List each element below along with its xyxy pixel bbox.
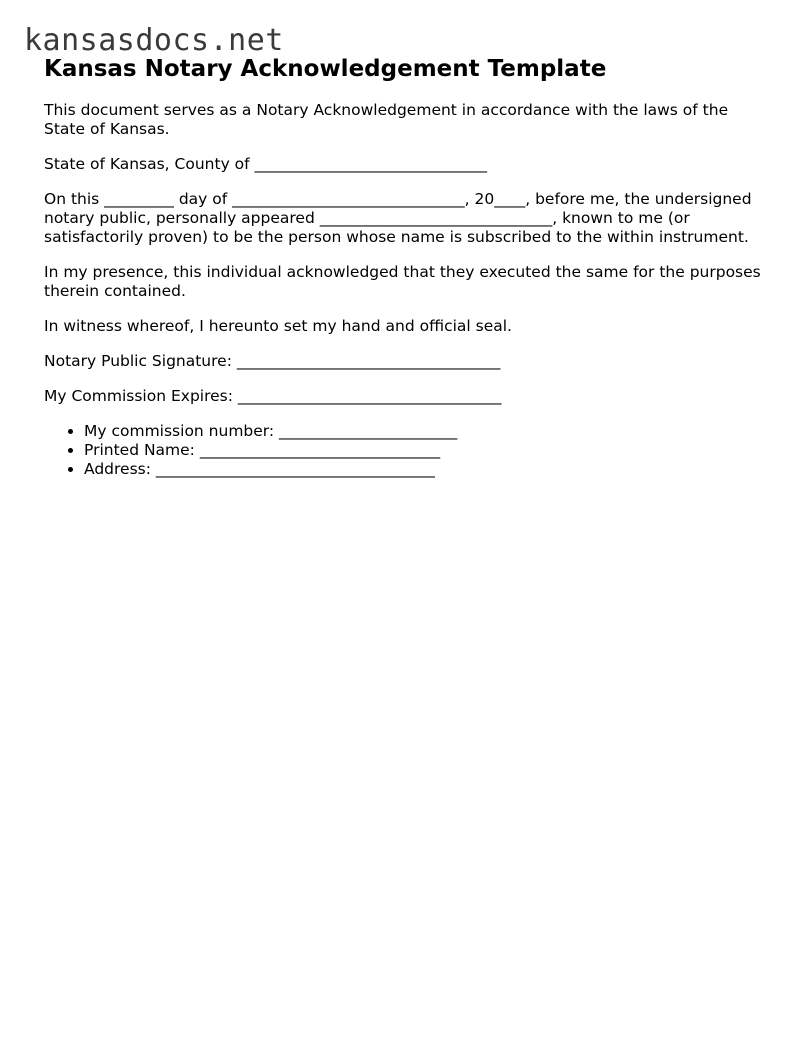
- witness-paragraph: In witness whereof, I hereunto set my hand and official seal.: [44, 317, 512, 335]
- intro-paragraph: This document serves as a Notary Acknowledgement in accordance with the laws of the State of Kansas.: [44, 101, 729, 138]
- signature-line: Notary Public Signature: __________________________________: [44, 352, 501, 370]
- commission-expires-line: My Commission Expires: __________________________________: [44, 387, 502, 405]
- site-watermark: kansasdocs.net: [24, 23, 284, 58]
- list-item-printed-name: • Printed Name: _______________________________: [84, 441, 774, 460]
- list-item-commission-number: • My commission number: _______________________: [84, 422, 774, 441]
- list-item-address: • Address: ____________________________________: [84, 460, 774, 479]
- notary-details-list: [44, 422, 774, 479]
- document-title: Kansas Notary Acknowledgement Template: [44, 56, 607, 82]
- appearance-paragraph: On this _________ day of ______________________________, 20____, before me, the undersigned notary public, personally appeared ______________________________, known to me (or satisfactorily proven) to be the person whose name is subscribed to the within instrument.: [44, 190, 752, 246]
- presence-paragraph: In my presence, this individual acknowledged that they executed the same for the purposes therein contained.: [44, 263, 761, 300]
- document-body: [44, 54, 774, 479]
- county-line: State of Kansas, County of ______________________________: [44, 155, 488, 173]
